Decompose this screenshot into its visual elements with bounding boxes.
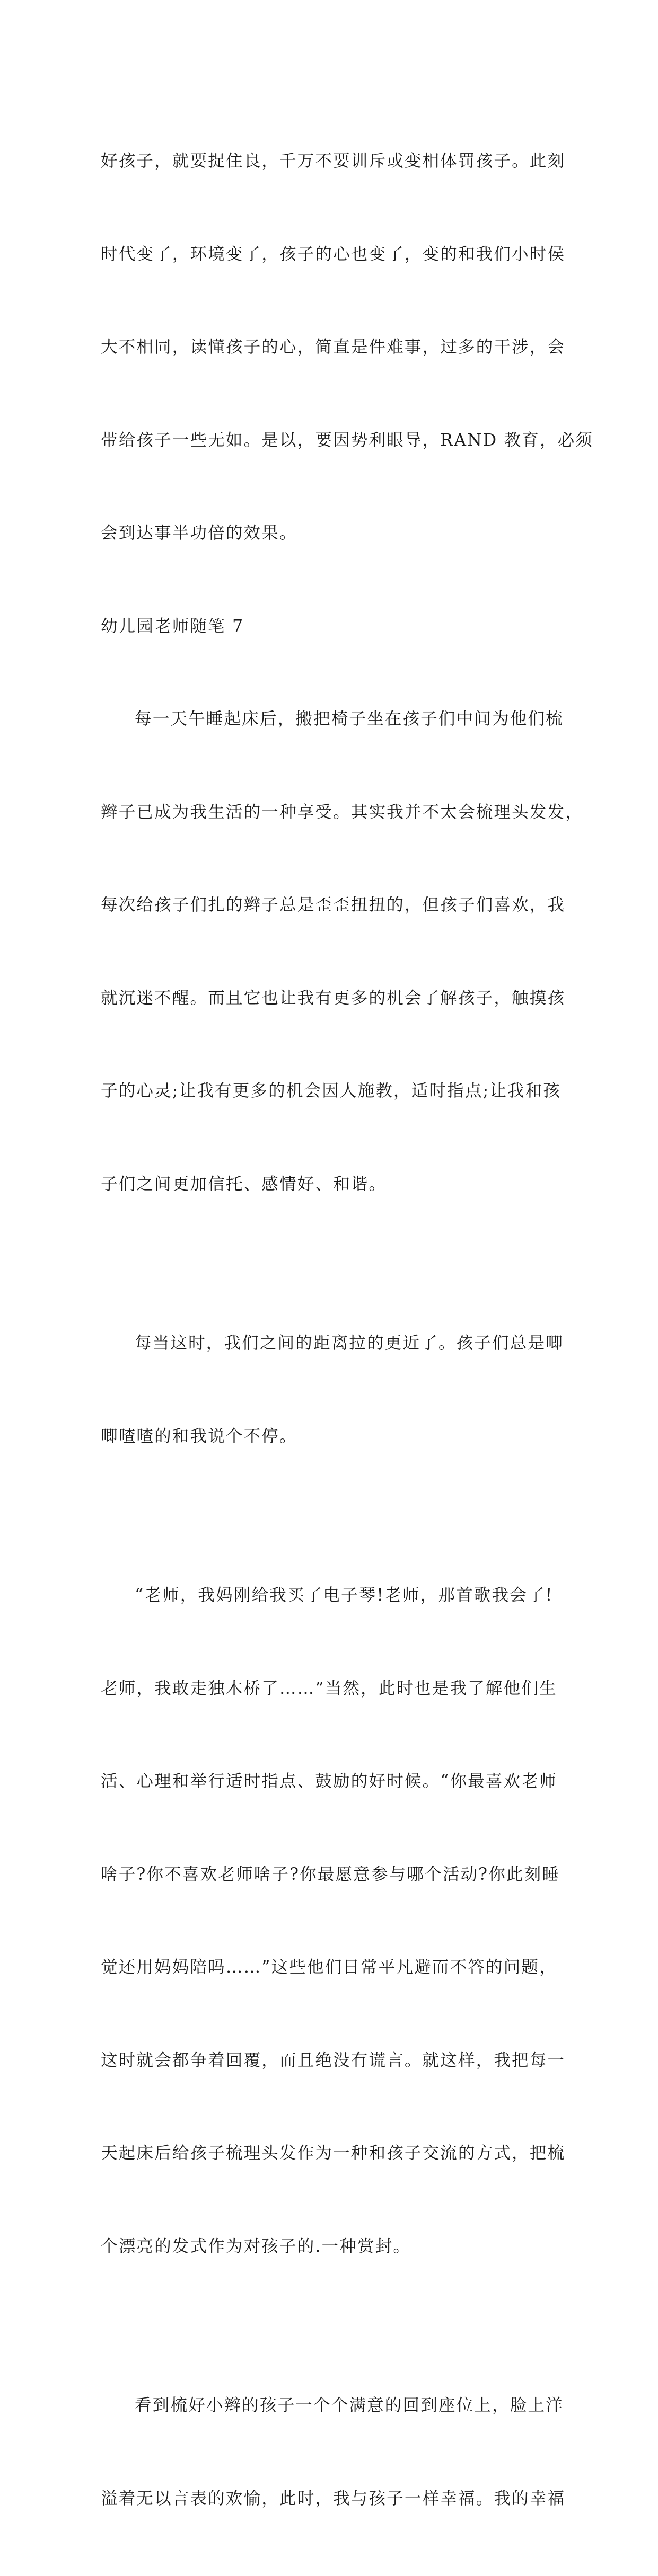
text-line: 子们之间更加信托、感情好、和谐。	[101, 1174, 387, 1194]
document-body	[101, 84, 594, 2576]
text-line: 每一天午睡起床后，搬把椅子坐在孩子们中间为他们梳	[135, 709, 564, 729]
paragraph	[101, 642, 583, 1262]
section-heading: 幼儿园老师随笔 7	[101, 616, 244, 636]
text-line: 活、心理和举行适时指点、鼓励的好时候。“你最喜欢老师	[101, 1772, 557, 1791]
text-line: 唧喳喳的和我说个不停。	[101, 1426, 297, 1446]
text-line: 觉还用妈妈陪吗……”这些他们日常平凡避而不答的问题，	[101, 1958, 557, 1977]
text-line: 辫子已成为我生活的一种享受。其实我并不太会梳理头发发，	[101, 802, 583, 822]
text-line: 就沉迷不醒。而且它也让我有更多的机会了解孩子，触摸孩	[101, 988, 566, 1008]
text-line: 大不相同，读懂孩子的心，简直是件难事，过多的干涉，会	[101, 337, 566, 357]
text-line: “老师，我妈刚给我买了电子琴!老师，那首歌我会了!	[135, 1586, 554, 1605]
text-line: 每次给孩子们扎的辫子总是歪歪扭扭的，但孩子们喜欢，我	[101, 895, 566, 914]
text-line: 带给孩子一些无如。是以，要因势利眼导，RAND 教育，必须	[101, 430, 594, 450]
text-line: 会到达事半功倍的效果。	[101, 523, 297, 543]
text-line: 啥子?你不喜欢老师啥子?你最愿意参与哪个活动?你此刻睡	[101, 1864, 560, 1884]
text-line: 溢着无以言表的欢愉，此时，我与孩子一样幸福。我的幸福	[101, 2489, 566, 2508]
text-line: 好孩子，就要捉住良，千万不要训斥或变相体罚孩子。此刻	[101, 152, 566, 171]
text-line: 个漂亮的发式作为对孩子的.一种赏封。	[101, 2236, 411, 2256]
text-line: 老师，我敢走独木桥了……”当然，此时也是我了解他们生	[101, 1678, 557, 1698]
text-line: 子的心灵;让我有更多的机会因人施教，适时指点;让我和孩	[101, 1081, 562, 1100]
paragraph	[101, 1266, 562, 1514]
text-line: 天起床后给孩子梳理头发作为一种和孩子交流的方式，把梳	[101, 2144, 566, 2163]
paragraph	[101, 1518, 566, 2324]
text-line: 这时就会都争着回覆，而且绝没有谎言。就这样，我把每一	[101, 2050, 566, 2070]
paragraph-continued	[101, 84, 594, 611]
text-line: 看到梳好小辫的孩子一个个满意的回到座位上，脸上洋	[135, 2396, 564, 2415]
text-line: 每当这时，我们之间的距离拉的更近了。孩子们总是唧	[135, 1334, 564, 1353]
paragraph	[101, 2328, 566, 2576]
text-line: 时代变了，环境变了，孩子的心也变了，变的和我们小时侯	[101, 244, 566, 264]
